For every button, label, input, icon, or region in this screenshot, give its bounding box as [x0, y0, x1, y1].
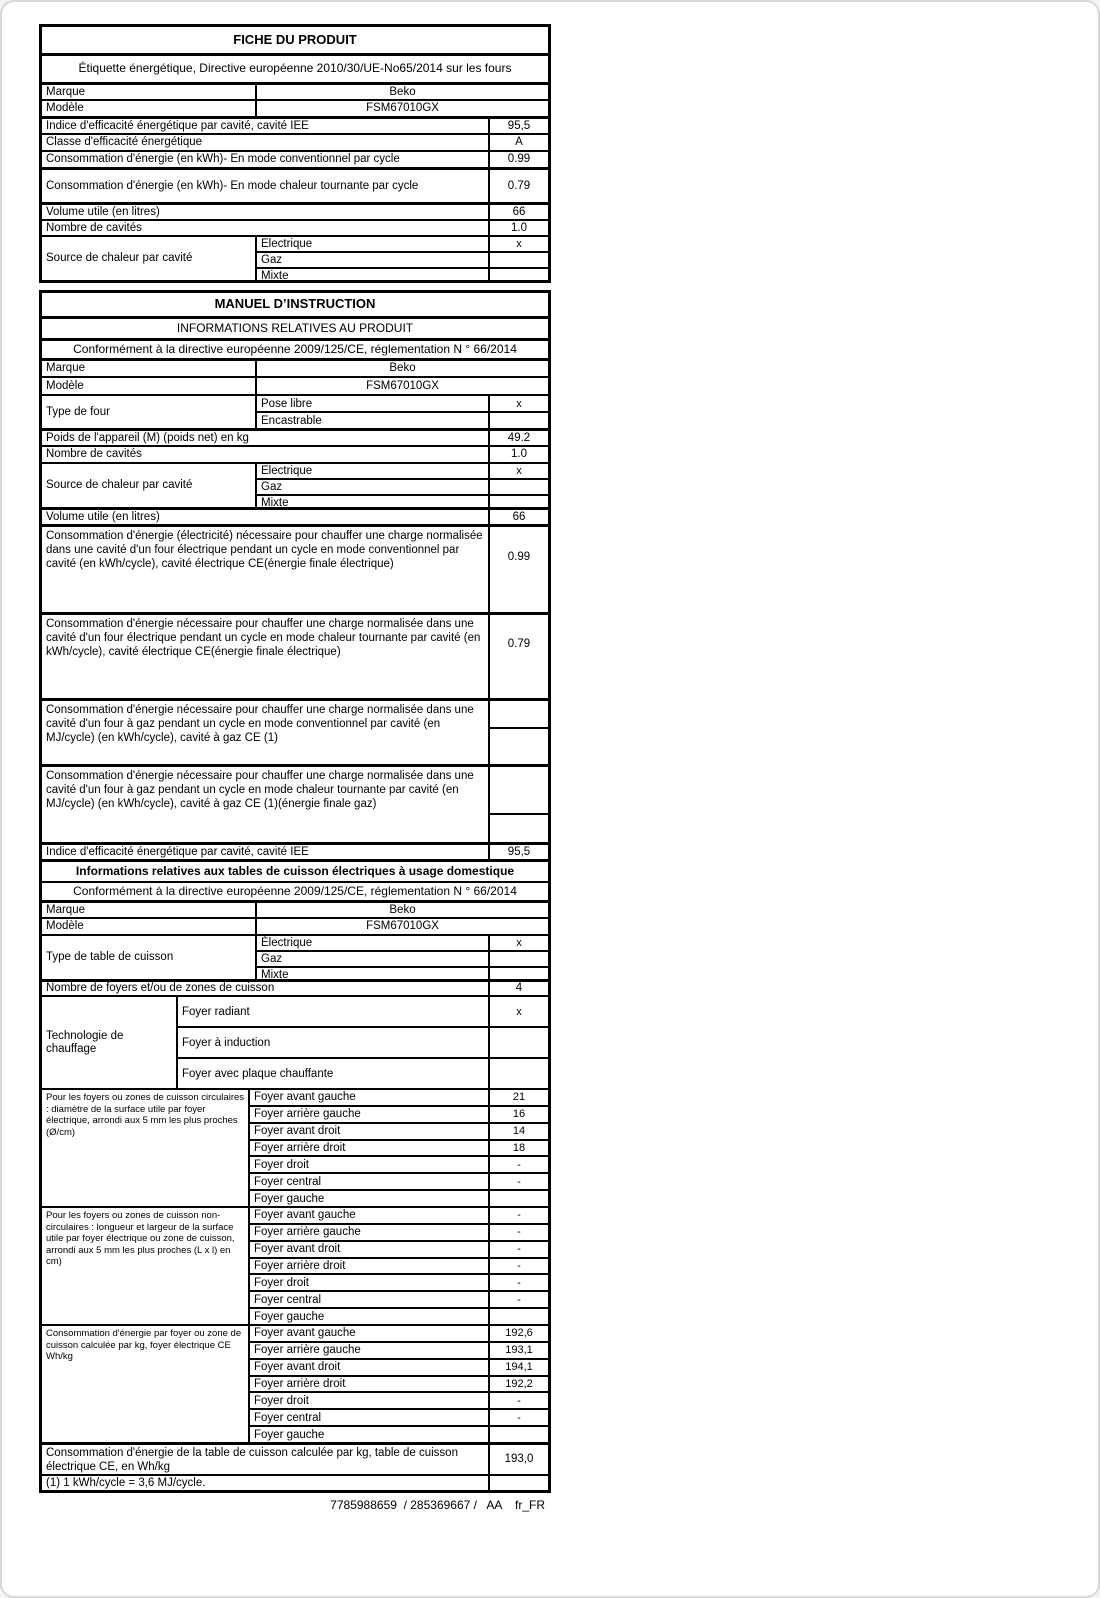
energy-electric-conv-label: Consommation d'énergie (électricité) nécessaire pour chauffer une charge normalisée dans une cavité d'un four électrique pendant un cycle en mode conventionnel par cavité (en kWh/cycle), cavité électrique CE(énergie finale électrique) — [46, 530, 483, 570]
radiant-value: x — [488, 997, 548, 1026]
foyer-zone-label: Foyer gauche — [254, 1428, 325, 1441]
weight-value: 49.2 — [488, 431, 548, 445]
freestanding-value: x — [488, 396, 548, 411]
foyer-zone-label: Foyer arrière droit — [254, 1142, 346, 1154]
energy-gas-conv-row — [42, 698, 548, 764]
energy-per-zone-block — [42, 1324, 548, 1442]
energy-class-row — [42, 133, 548, 150]
cavities-label: Nombre de cavités — [46, 448, 142, 461]
hob-total-energy-row — [42, 1442, 548, 1474]
brand-value: Beko — [255, 903, 548, 917]
hob-mixed-label: Mixte — [261, 969, 289, 981]
heat-source-mixed-label: Mixte — [261, 270, 289, 282]
hob-type-group — [42, 934, 548, 979]
foyer-zone-label: Foyer avant gauche — [254, 1209, 356, 1222]
circular-zones-block — [42, 1088, 548, 1206]
heat-source-mixed-value — [488, 496, 548, 510]
radiant-label: Foyer radiant — [182, 1005, 250, 1018]
heat-source-gas-label: Gaz — [261, 481, 283, 493]
foyer-zone-value: 16 — [488, 1107, 548, 1122]
iee-row — [42, 116, 548, 133]
foyer-zone-label: Foyer arrière droit — [254, 1378, 346, 1390]
oven-type-group — [42, 394, 548, 428]
energy-electric-fan-row — [42, 612, 548, 698]
model-label: Modèle — [46, 379, 84, 392]
energy-electric-conv-value: 0.99 — [488, 527, 548, 612]
foyer-zone-label: Foyer avant droit — [254, 1361, 341, 1374]
foyer-zone-value: - — [488, 1292, 548, 1307]
iee-label: Indice d'efficacité énergétique par cavité, cavité IEE — [46, 845, 309, 858]
brand-value: Beko — [255, 85, 548, 99]
heat-source-gas-label: Gaz — [261, 254, 283, 266]
table-cuisson-section — [39, 862, 551, 1493]
zones-count-row — [42, 979, 548, 995]
foyer-zone-value — [488, 1309, 548, 1324]
foyer-zone-value: 192,2 — [488, 1377, 548, 1392]
foyer-zone-label: Foyer arrière gauche — [254, 1344, 361, 1357]
footnote-row — [42, 1474, 548, 1490]
foyer-zone-label: Foyer avant droit — [254, 1125, 341, 1138]
induction-value — [488, 1028, 548, 1057]
foyer-zone-label: Foyer arrière gauche — [254, 1108, 361, 1121]
hob-total-energy-value: 193,0 — [488, 1445, 548, 1474]
foyer-zone-label: Foyer arrière gauche — [254, 1226, 361, 1239]
foyer-zone-label: Foyer central — [254, 1175, 322, 1188]
foyer-zone-value: - — [488, 1275, 548, 1290]
iee-row — [42, 842, 548, 859]
cavities-row — [42, 445, 548, 462]
footnote-empty-cell — [488, 1476, 548, 1490]
foyer-zone-label: Foyer gauche — [254, 1310, 325, 1323]
brand-label: Marque — [46, 362, 85, 375]
heat-source-group — [42, 462, 548, 507]
energy-gas-fan-row — [42, 764, 548, 842]
brand-row — [42, 900, 548, 917]
induction-label: Foyer à induction — [182, 1036, 271, 1049]
energy-class-label: Classe d'efficacité énergétique — [46, 136, 203, 149]
model-row — [42, 917, 548, 934]
cavities-row — [42, 219, 548, 235]
volume-value: 66 — [488, 205, 548, 219]
heating-technology-group — [42, 995, 548, 1088]
freestanding-label: Pose libre — [261, 397, 313, 410]
energy-gas-fan-kwh-cell — [490, 815, 548, 842]
energy-electric-fan-label: Consommation d'énergie nécessaire pour chauffer une charge normalisée dans une cavité d'un four électrique pendant un cycle en mode chaleur tournante par cavité (en kWh/cycle), cavité électrique CE(énergie finale électrique) — [46, 618, 481, 658]
energy-electric-fan-value: 0.79 — [488, 615, 548, 698]
foyer-zone-value: 193,1 — [488, 1343, 548, 1358]
foyer-zone-value: - — [488, 1242, 548, 1257]
energy-per-zone-label: Consommation d'énergie par foyer ou zone de cuisson calculée par kg, foyer électrique CE Wh/kg — [46, 1328, 242, 1362]
volume-row — [42, 507, 548, 524]
noncircular-zones-label: Pour les foyers ou zones de cuisson non-circulaires : longueur et largeur de la surface utile par foyer électrique ou zone de cuisson, arrondi aux 5 mm les plus proches (L x l) en cm) — [46, 1210, 235, 1267]
heat-source-electric-value: x — [488, 237, 548, 251]
heat-source-gas-value — [488, 480, 548, 494]
hotplate-label: Foyer avec plaque chauffante — [182, 1067, 334, 1080]
heat-source-label: Source de chaleur par cavité — [46, 252, 193, 265]
foyer-zone-label: Foyer arrière droit — [254, 1260, 346, 1272]
energy-gas-conv-kwh-cell — [490, 729, 548, 764]
energy-gas-fan-mj-cell — [490, 767, 548, 815]
noncircular-zones-block — [42, 1206, 548, 1324]
heat-source-electric-value: x — [488, 464, 548, 478]
conv-consumption-label: Consommation d'énergie (en kWh)- En mode conventionnel par cycle — [46, 153, 400, 166]
weight-row — [42, 428, 548, 445]
fiche-title: FICHE DU PRODUIT — [233, 31, 357, 47]
brand-row — [42, 358, 548, 376]
iee-value: 95,5 — [488, 119, 548, 133]
foyer-zone-value — [488, 1191, 548, 1206]
foyer-zone-label: Foyer avant droit — [254, 1243, 341, 1256]
model-row — [42, 99, 548, 116]
volume-value: 66 — [488, 510, 548, 524]
energy-electric-conv-row — [42, 524, 548, 612]
hob-electric-value: x — [488, 936, 548, 950]
foyer-zone-value: - — [488, 1393, 548, 1408]
foyer-zone-value: - — [488, 1174, 548, 1189]
hob-electric-label: Électrique — [261, 937, 313, 949]
energy-gas-fan-label: Consommation d'énergie nécessaire pour chauffer une charge normalisée dans une cavité d'un four à gaz pendant un cycle en mode chaleur tournante par cavité (en MJ/cycle) (en kWh/cycle), cavité à gaz CE (1)(énergie finale gaz) — [46, 770, 474, 810]
builtin-label: Encastrable — [261, 414, 322, 427]
foyer-zone-label: Foyer central — [254, 1411, 322, 1424]
conv-consumption-row — [42, 150, 548, 167]
foyer-zone-value: 192,6 — [488, 1326, 548, 1341]
weight-label: Poids de l'appareil (M) (poids net) en kg — [46, 431, 249, 444]
brand-label: Marque — [46, 85, 85, 98]
foyer-zone-value — [488, 1427, 548, 1442]
foyer-zone-value: - — [488, 1157, 548, 1172]
builtin-value — [488, 413, 548, 428]
manuel-subtitle: INFORMATIONS RELATIVES AU PRODUIT — [176, 320, 414, 335]
foyer-zone-label: Foyer central — [254, 1293, 322, 1306]
footnote-label: (1) 1 kWh/cycle = 3,6 MJ/cycle. — [46, 1476, 206, 1489]
heat-source-mixed-value — [488, 269, 548, 283]
brand-label: Marque — [46, 903, 85, 916]
cavities-value: 1.0 — [488, 221, 548, 235]
hotplate-value — [488, 1059, 548, 1088]
heat-source-group — [42, 235, 548, 280]
foyer-zone-label: Foyer droit — [254, 1276, 309, 1289]
conv-consumption-value: 0.99 — [488, 152, 548, 167]
foyer-zone-value: 14 — [488, 1124, 548, 1139]
model-value: FSM67010GX — [255, 378, 548, 394]
product-datasheet — [39, 24, 551, 1512]
oven-type-label: Type de four — [46, 405, 110, 418]
hob-mixed-value — [488, 968, 548, 982]
foyer-zone-value: 194,1 — [488, 1360, 548, 1375]
zones-count-label: Nombre de foyers et/ou de zones de cuisson — [46, 982, 275, 995]
manuel-instruction-section — [39, 290, 551, 862]
foyer-zone-value: - — [488, 1410, 548, 1425]
iee-value: 95,5 — [488, 845, 548, 859]
hob-gas-value — [488, 952, 548, 966]
foyer-zone-value: 21 — [488, 1090, 548, 1105]
fiche-produit-section — [39, 24, 551, 283]
fiche-subtitle: Étiquette énergétique, Directive européenne 2010/30/UE-No65/2014 sur les fours — [78, 61, 512, 76]
foyer-zone-value: - — [488, 1225, 548, 1240]
brand-row — [42, 82, 548, 99]
cuisson-directive: Conformément à la directive européenne 2009/125/CE, réglementation N ° 66/2014 — [73, 883, 517, 898]
brand-value: Beko — [255, 361, 548, 376]
energy-gas-conv-label: Consommation d'énergie nécessaire pour chauffer une charge normalisée dans une cavité d'un four à gaz pendant un cycle en mode conventionnel par cavité (en MJ/cycle) (en kWh/cycle), cavité à gaz CE (1) — [46, 704, 474, 744]
foyer-zone-label: Foyer avant gauche — [254, 1091, 356, 1104]
heat-source-electric-label: Electrique — [261, 465, 313, 477]
foyer-zone-value: 18 — [488, 1141, 548, 1156]
energy-gas-fan-values — [488, 767, 548, 842]
foyer-zone-label: Foyer droit — [254, 1394, 309, 1407]
document-reference-footer: 7785988659 / 285369667 / AA fr_FR — [330, 1498, 545, 1512]
hob-gas-label: Gaz — [261, 953, 283, 965]
energy-gas-conv-mj-cell — [490, 701, 548, 729]
volume-label: Volume utile (en litres) — [46, 510, 160, 523]
manuel-directive: Conformément à la directive européenne 2009/125/CE, réglementation N ° 66/2014 — [73, 341, 517, 356]
foyer-zone-value: - — [488, 1259, 548, 1274]
heat-source-gas-value — [488, 253, 548, 267]
fan-consumption-row — [42, 167, 548, 202]
heat-source-label: Source de chaleur par cavité — [46, 479, 193, 492]
hob-total-energy-label: Consommation d'énergie de la table de cuisson calculée par kg, table de cuisson électrique CE, en Wh/kg — [46, 1446, 458, 1473]
cavities-value: 1.0 — [488, 447, 548, 462]
foyer-zone-label: Foyer droit — [254, 1158, 309, 1171]
foyer-zone-value: - — [488, 1208, 548, 1223]
energy-class-value: A — [488, 135, 548, 150]
hob-type-label: Type de table de cuisson — [46, 951, 174, 964]
heat-source-mixed-label: Mixte — [261, 497, 289, 509]
circular-zones-label: Pour les foyers ou zones de cuisson circulaires : diamètre de la surface utile par foyer électrique, arrondi aux 5 mm les plus proches (Ø/cm) — [46, 1092, 245, 1138]
energy-gas-conv-values — [488, 701, 548, 764]
foyer-zone-label: Foyer avant gauche — [254, 1327, 356, 1340]
model-value: FSM67010GX — [255, 919, 548, 934]
volume-row — [42, 202, 548, 219]
foyer-zone-label: Foyer gauche — [254, 1192, 325, 1205]
model-label: Modèle — [46, 102, 84, 115]
iee-label: Indice d'efficacité énergétique par cavité, cavité IEE — [46, 119, 309, 132]
heat-source-electric-label: Electrique — [261, 238, 313, 250]
fan-consumption-value: 0.79 — [488, 170, 548, 202]
model-row — [42, 376, 548, 394]
cavities-label: Nombre de cavités — [46, 221, 142, 234]
cuisson-title: Informations relatives aux tables de cuisson électriques à usage domestique — [75, 863, 515, 878]
manuel-title: MANUEL D’INSTRUCTION — [214, 296, 376, 312]
heating-technology-label: Technologie de chauffage — [46, 1029, 124, 1055]
volume-label: Volume utile (en litres) — [46, 205, 160, 218]
fan-consumption-label: Consommation d'énergie (en kWh)- En mode chaleur tournante par cycle — [46, 179, 419, 192]
model-label: Modèle — [46, 920, 84, 933]
zones-count-value: 4 — [488, 982, 548, 995]
model-value: FSM67010GX — [255, 101, 548, 116]
